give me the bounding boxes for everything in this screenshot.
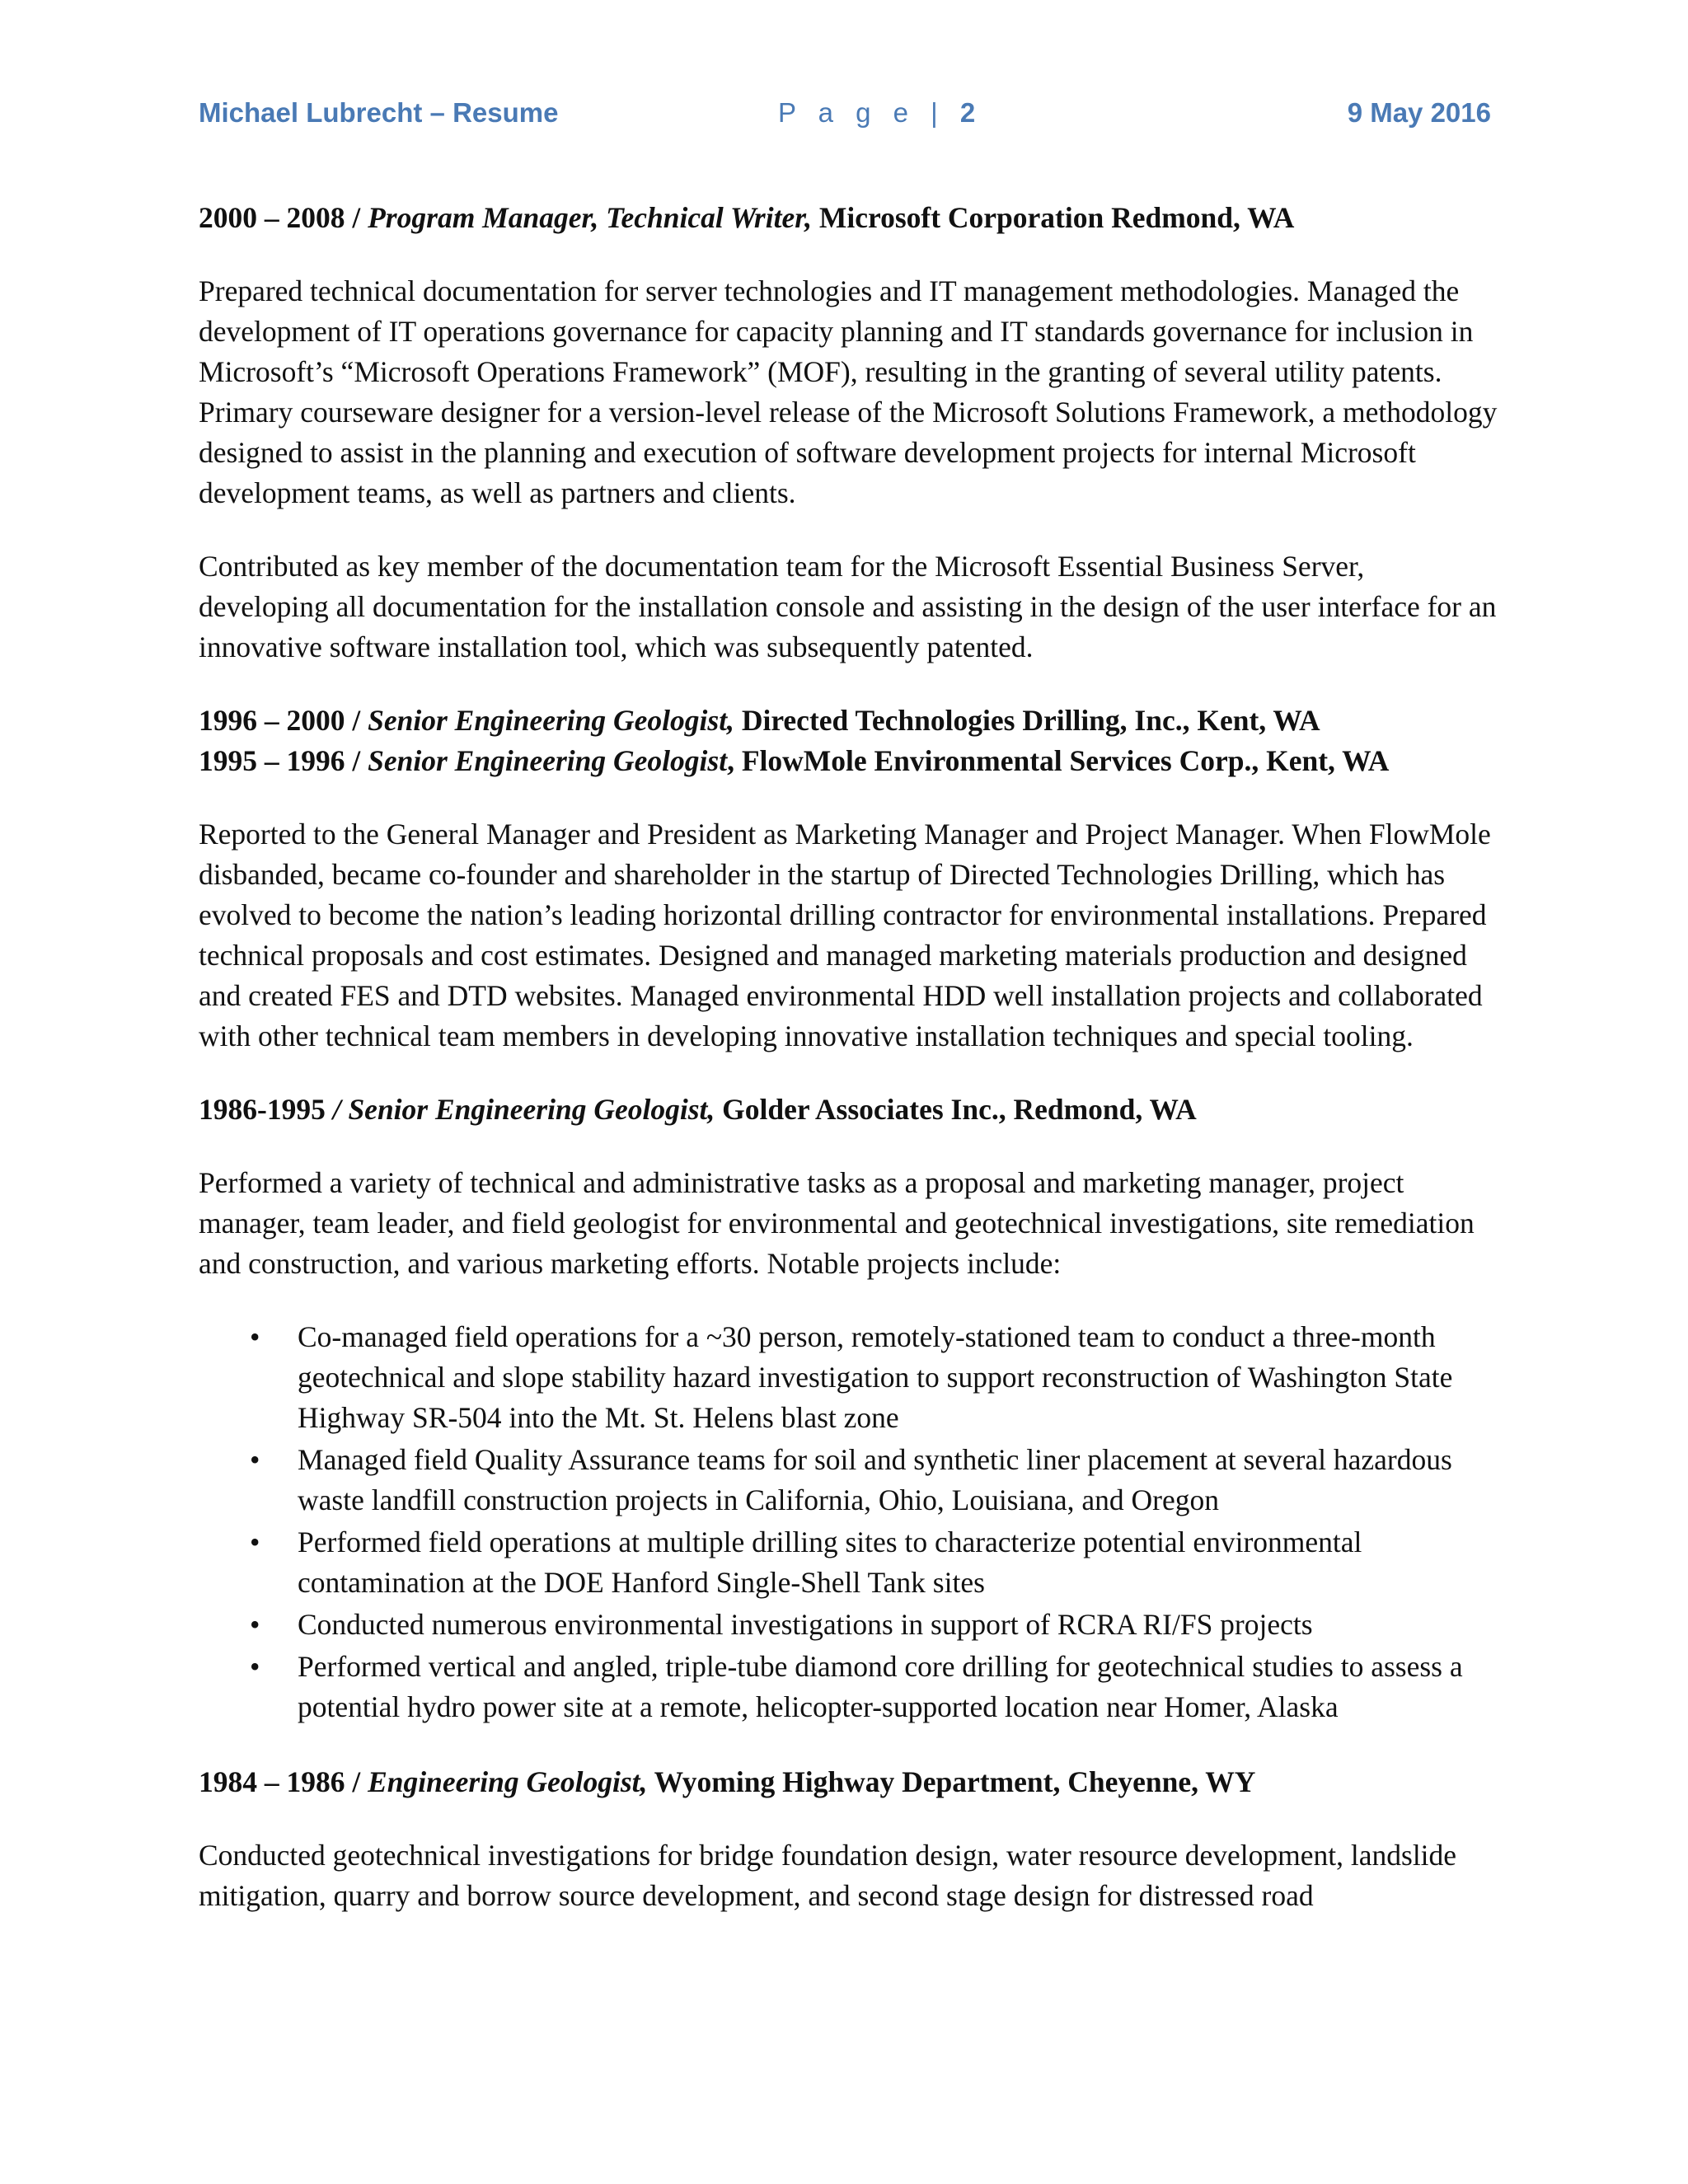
job-role: Senior Engineering Geologist, xyxy=(368,704,734,737)
job-title-microsoft xyxy=(199,198,1501,238)
job-title-wyoming xyxy=(199,1762,1501,1802)
job-years: 1986-1995 xyxy=(199,1093,326,1126)
job-employer: , FlowMole Environmental Services Corp., Kent, WA xyxy=(727,744,1390,777)
page-header xyxy=(199,97,1491,138)
job-role: / Senior Engineering Geologist, xyxy=(325,1093,715,1126)
job-title-golder xyxy=(199,1090,1501,1130)
list-item-text: Conducted numerous environmental investigations in support of RCRA RI/FS projects xyxy=(298,1608,1313,1641)
project-list xyxy=(199,1317,1501,1727)
job-description: Reported to the General Manager and President as Marketing Manager and Project Manager. When FlowMole disbanded, became co-founder and shareholder in the startup of Directed Technologies Drilling, which has evolved to become the nation’s leading horizontal drilling contractor for environmental installations. Prepared technical proposals and cost estimates. Designed and managed marketing materials production and designed and created FES and DTD websites. Managed environmental HDD well installation projects and collaborated with other technical team members in developing innovative installation techniques and special tooling. xyxy=(199,818,1491,1052)
page-label: P a g e | xyxy=(778,97,945,128)
job-role: Program Manager, Technical Writer, xyxy=(368,201,812,234)
bullet-icon: • xyxy=(250,1320,260,1353)
job-role: Engineering Geologist, xyxy=(368,1765,648,1798)
bullet-icon: • xyxy=(250,1608,260,1641)
bullet-icon: • xyxy=(250,1526,260,1558)
job-description: Prepared technical documentation for server technologies and IT management methodologies. Managed the development of IT operations governance for capacity planning and IT standards governance for inclusion in Microsoft’s “Microsoft Operations Framework” (MOF), resulting in the granting of several utility patents. Primary courseware designer for a version-level release of the Microsoft Solutions Framework, a methodology designed to assist in the planning and execution of software development projects for internal Microsoft development teams, as well as partners and clients. xyxy=(199,274,1498,509)
list-item xyxy=(199,1647,1501,1727)
job-years: 1995 – 1996 / xyxy=(199,744,368,777)
job-employer: Golder Associates Inc., Redmond, WA xyxy=(715,1093,1197,1126)
job-years: 2000 – 2008 / xyxy=(199,201,368,234)
job-employer: Wyoming Highway Department, Cheyenne, WY xyxy=(647,1765,1256,1798)
header-date: 9 May 2016 xyxy=(1347,97,1491,128)
list-item-text: Performed vertical and angled, triple-tube diamond core drilling for geotechnical studies to assess a potential hydro power site at a remote, helicopter-supported location near Homer, Alaska xyxy=(298,1650,1463,1723)
list-item xyxy=(199,1605,1501,1645)
job-role: Senior Engineering Geologist xyxy=(368,744,728,777)
list-item-text: Performed field operations at multiple drilling sites to characterize potential environmental contamination at the DOE Hanford Single-Shell Tank sites xyxy=(298,1526,1362,1599)
resume-body xyxy=(199,198,1501,1916)
job-title-dtd xyxy=(199,701,1501,741)
header-name: Michael Lubrecht – Resume xyxy=(199,97,559,128)
job-title-flowmole xyxy=(199,741,1501,781)
header-page xyxy=(778,97,975,129)
bullet-icon: • xyxy=(250,1443,260,1476)
list-item-text: Managed field Quality Assurance teams for soil and synthetic liner placement at several hazardous waste landfill construction projects in California, Ohio, Louisiana, and Oregon xyxy=(298,1443,1452,1516)
list-item-text: Co-managed field operations for a ~30 person, remotely-stationed team to conduct a three-month geotechnical and slope stability hazard investigation to support reconstruction of Washington State Highway SR-504 into the Mt. St. Helens blast zone xyxy=(298,1320,1453,1434)
bullet-icon: • xyxy=(250,1650,260,1683)
job-years: 1984 – 1986 / xyxy=(199,1765,368,1798)
job-description: Performed a variety of technical and administrative tasks as a proposal and marketing manager, project manager, team leader, and field geologist for environmental and geotechnical investigations, site remediation and construction, and various marketing efforts. Notable projects include: xyxy=(199,1166,1475,1280)
job-description: Conducted geotechnical investigations for bridge foundation design, water resource development, landslide mitigation, quarry and borrow source development, and second stage design for distressed road xyxy=(199,1839,1457,1912)
list-item xyxy=(199,1440,1501,1521)
page-number: 2 xyxy=(959,97,976,128)
job-employer: Microsoft Corporation Redmond, WA xyxy=(811,201,1295,234)
list-item xyxy=(199,1317,1501,1438)
job-employer: Directed Technologies Drilling, Inc., Kent, WA xyxy=(734,704,1320,737)
list-item xyxy=(199,1522,1501,1603)
job-description: Contributed as key member of the documentation team for the Microsoft Essential Business Server, developing all documentation for the installation console and assisting in the design of the user interface for an innovative software installation tool, which was subsequently patented. xyxy=(199,550,1497,663)
job-years: 1996 – 2000 / xyxy=(199,704,368,737)
